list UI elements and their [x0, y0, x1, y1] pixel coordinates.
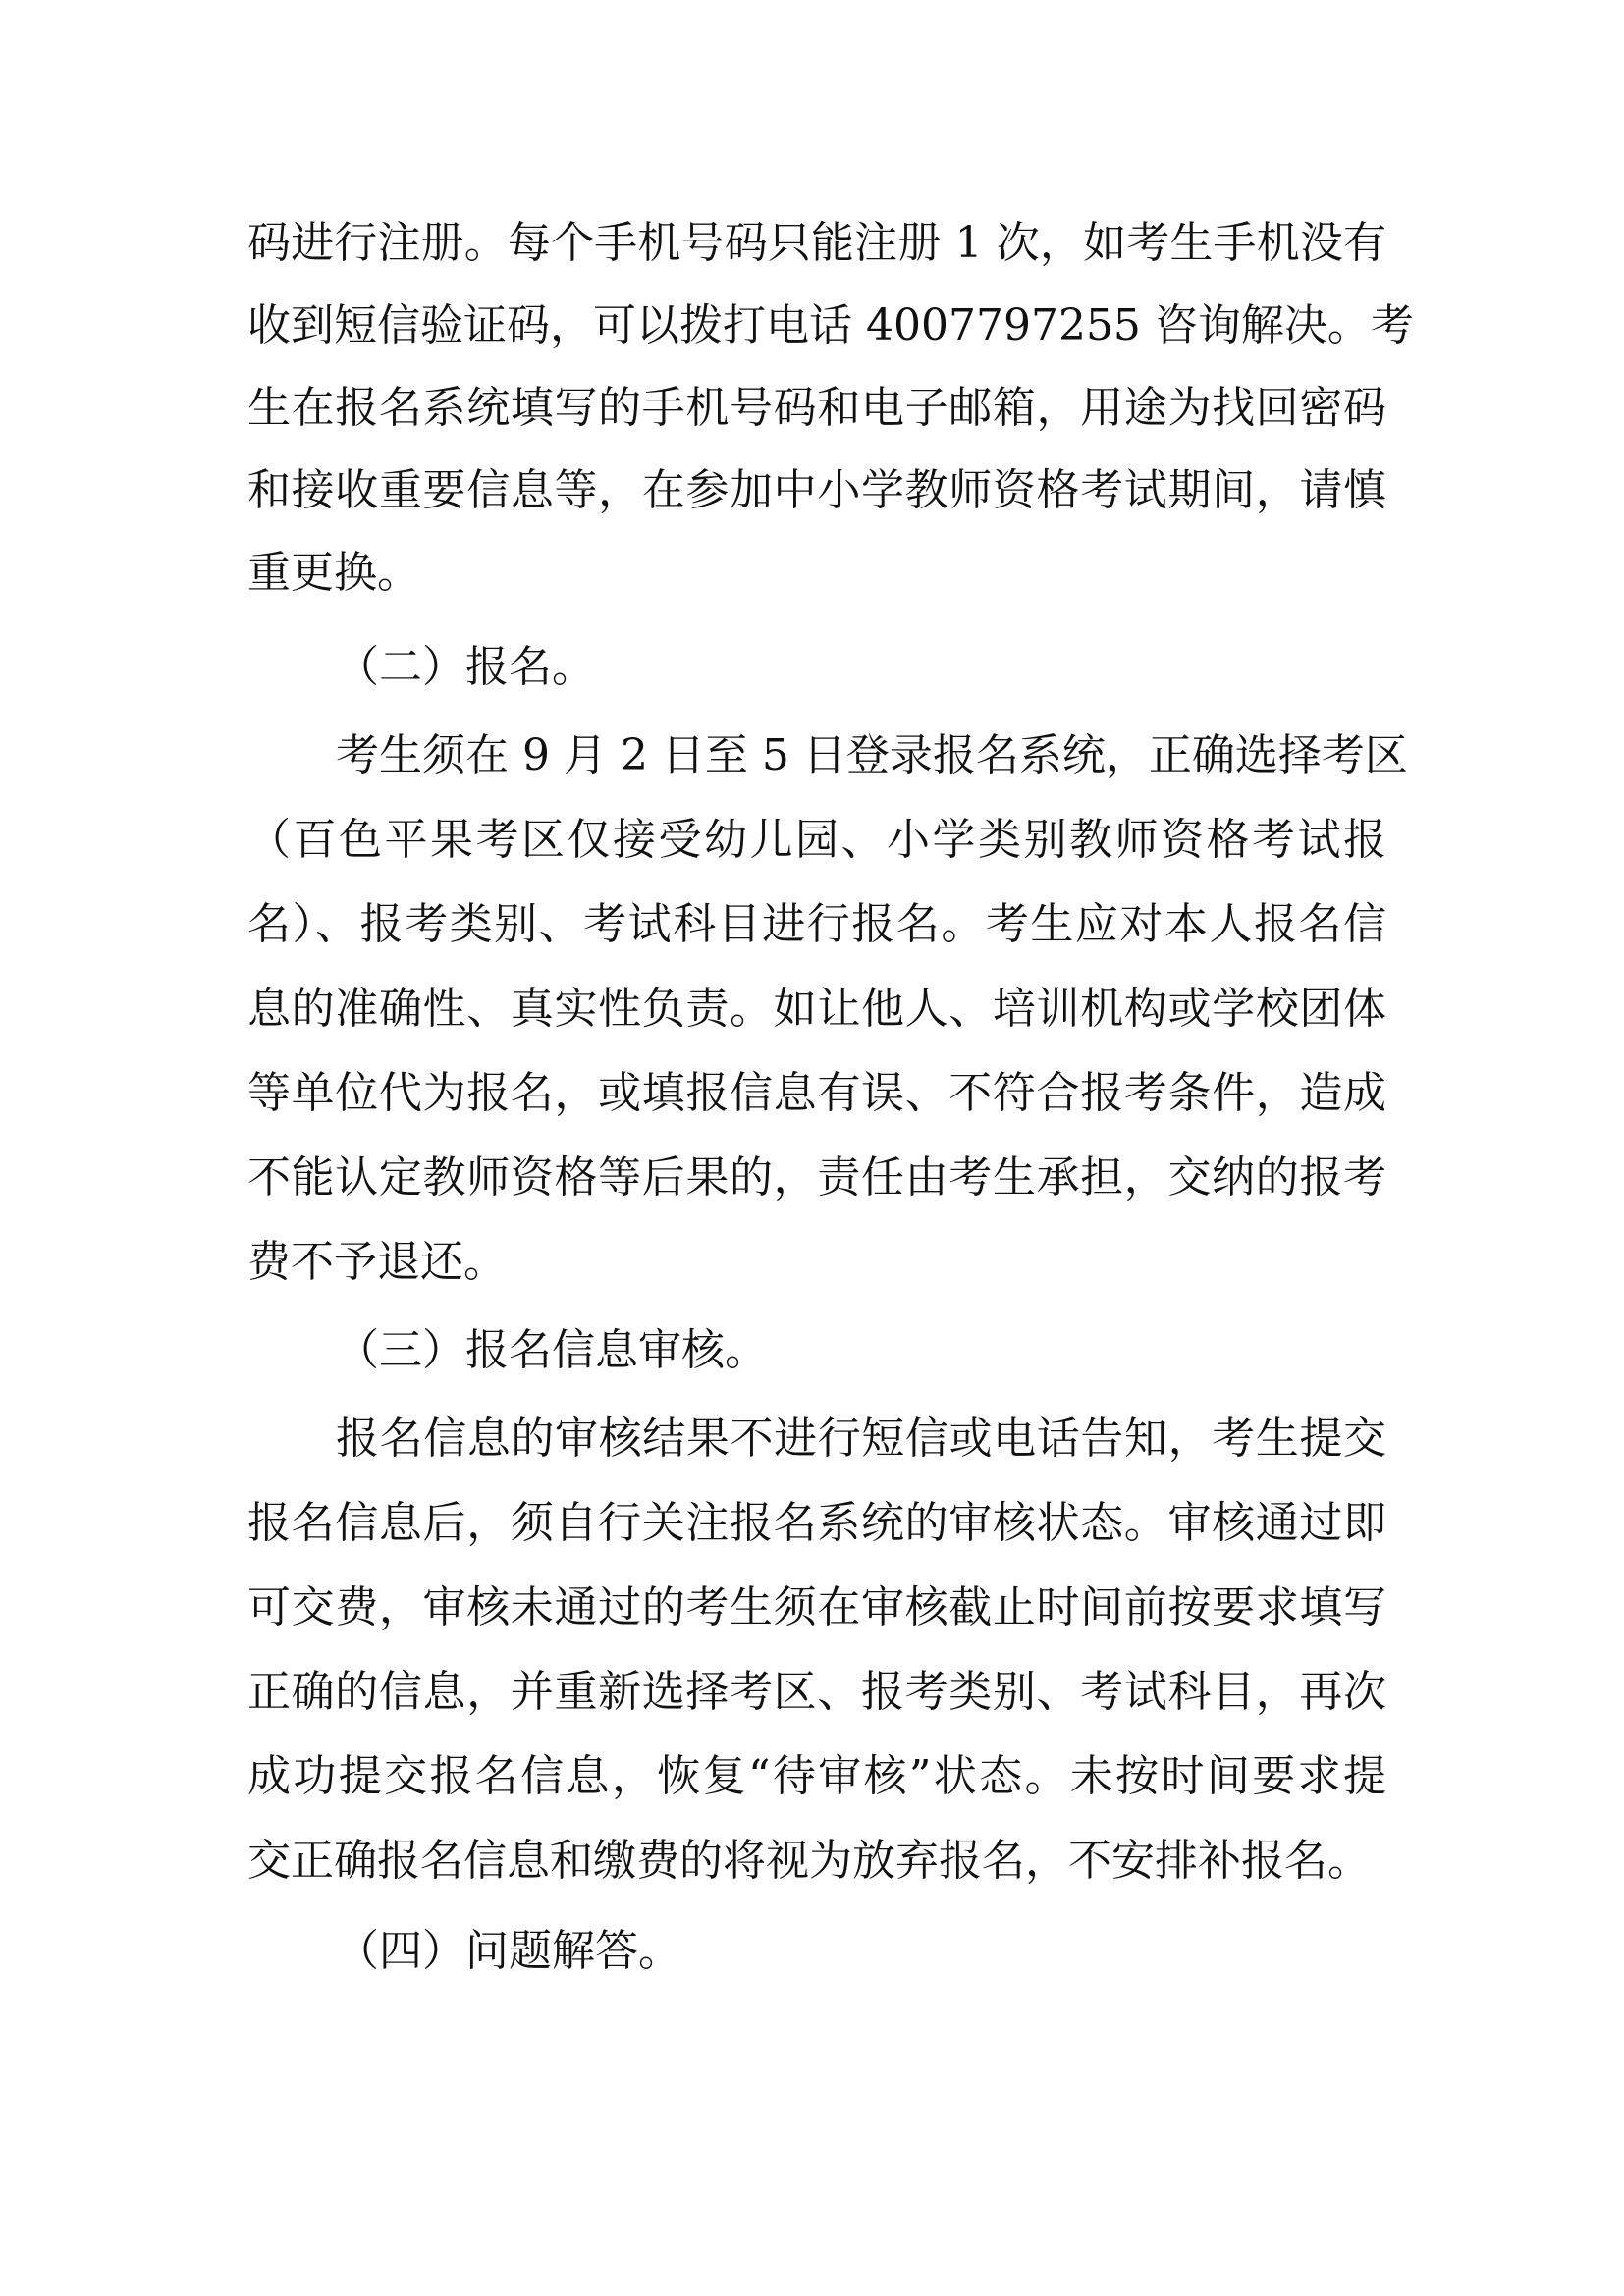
paragraph-2-line-3: 名）、报考类别、考试科目进行报名。考生应对本人报名信 [247, 899, 1386, 949]
paragraph-3-line-1: 报名信息的审核结果不进行短信或电话告知，考生提交 [336, 1414, 1386, 1464]
paragraph-3-line-6: 交正确报名信息和缴费的将视为放弃报名，不安排补报名。 [247, 1836, 1371, 1886]
paragraph-2-line-2: （百色平果考区仅接受幼儿园、小学类别教师资格考试报 [247, 815, 1386, 865]
paragraph-3-line-3: 可交费，审核未通过的考生须在审核截止时间前按要求填写 [247, 1582, 1386, 1632]
paragraph-2-line-6: 不能认定教师资格等后果的，责任由考生承担，交纳的报考 [247, 1152, 1386, 1202]
section-heading-registration: （二）报名。 [336, 642, 595, 692]
paragraph-1-line-1: 码进行注册。每个手机号码只能注册 1 次，如考生手机没有 [247, 218, 1386, 268]
section-heading-faq: （四）问题解答。 [336, 1926, 681, 1976]
paragraph-1-line-5: 重更换。 [247, 548, 420, 598]
paragraph-2-line-4: 息的准确性、真实性负责。如让他人、培训机构或学校团体 [247, 984, 1386, 1034]
paragraph-1-line-2: 收到短信验证码，可以拨打电话 4007797255 咨询解决。考 [247, 300, 1414, 350]
paragraph-2-line-7: 费不予退还。 [247, 1237, 507, 1287]
paragraph-1-line-3: 生在报名系统填写的手机号码和电子邮箱，用途为找回密码 [247, 383, 1386, 433]
section-heading-review: （三）报名信息审核。 [336, 1325, 768, 1375]
paragraph-1-line-4: 和接收重要信息等，在参加中小学教师资格考试期间，请慎 [247, 465, 1386, 515]
paragraph-3-line-4: 正确的信息，并重新选择考区、报考类别、考试科目，再次 [247, 1667, 1386, 1717]
paragraph-3-line-5: 成功提交报名信息，恢复“待审核”状态。未按时间要求提 [247, 1751, 1386, 1801]
paragraph-3-line-2: 报名信息后，须自行关注报名系统的审核状态。审核通过即 [247, 1498, 1386, 1548]
paragraph-2-line-5: 等单位代为报名，或填报信息有误、不符合报考条件，造成 [247, 1068, 1386, 1118]
paragraph-2-line-1: 考生须在 9 月 2 日至 5 日登录报名系统，正确选择考区 [336, 730, 1408, 780]
